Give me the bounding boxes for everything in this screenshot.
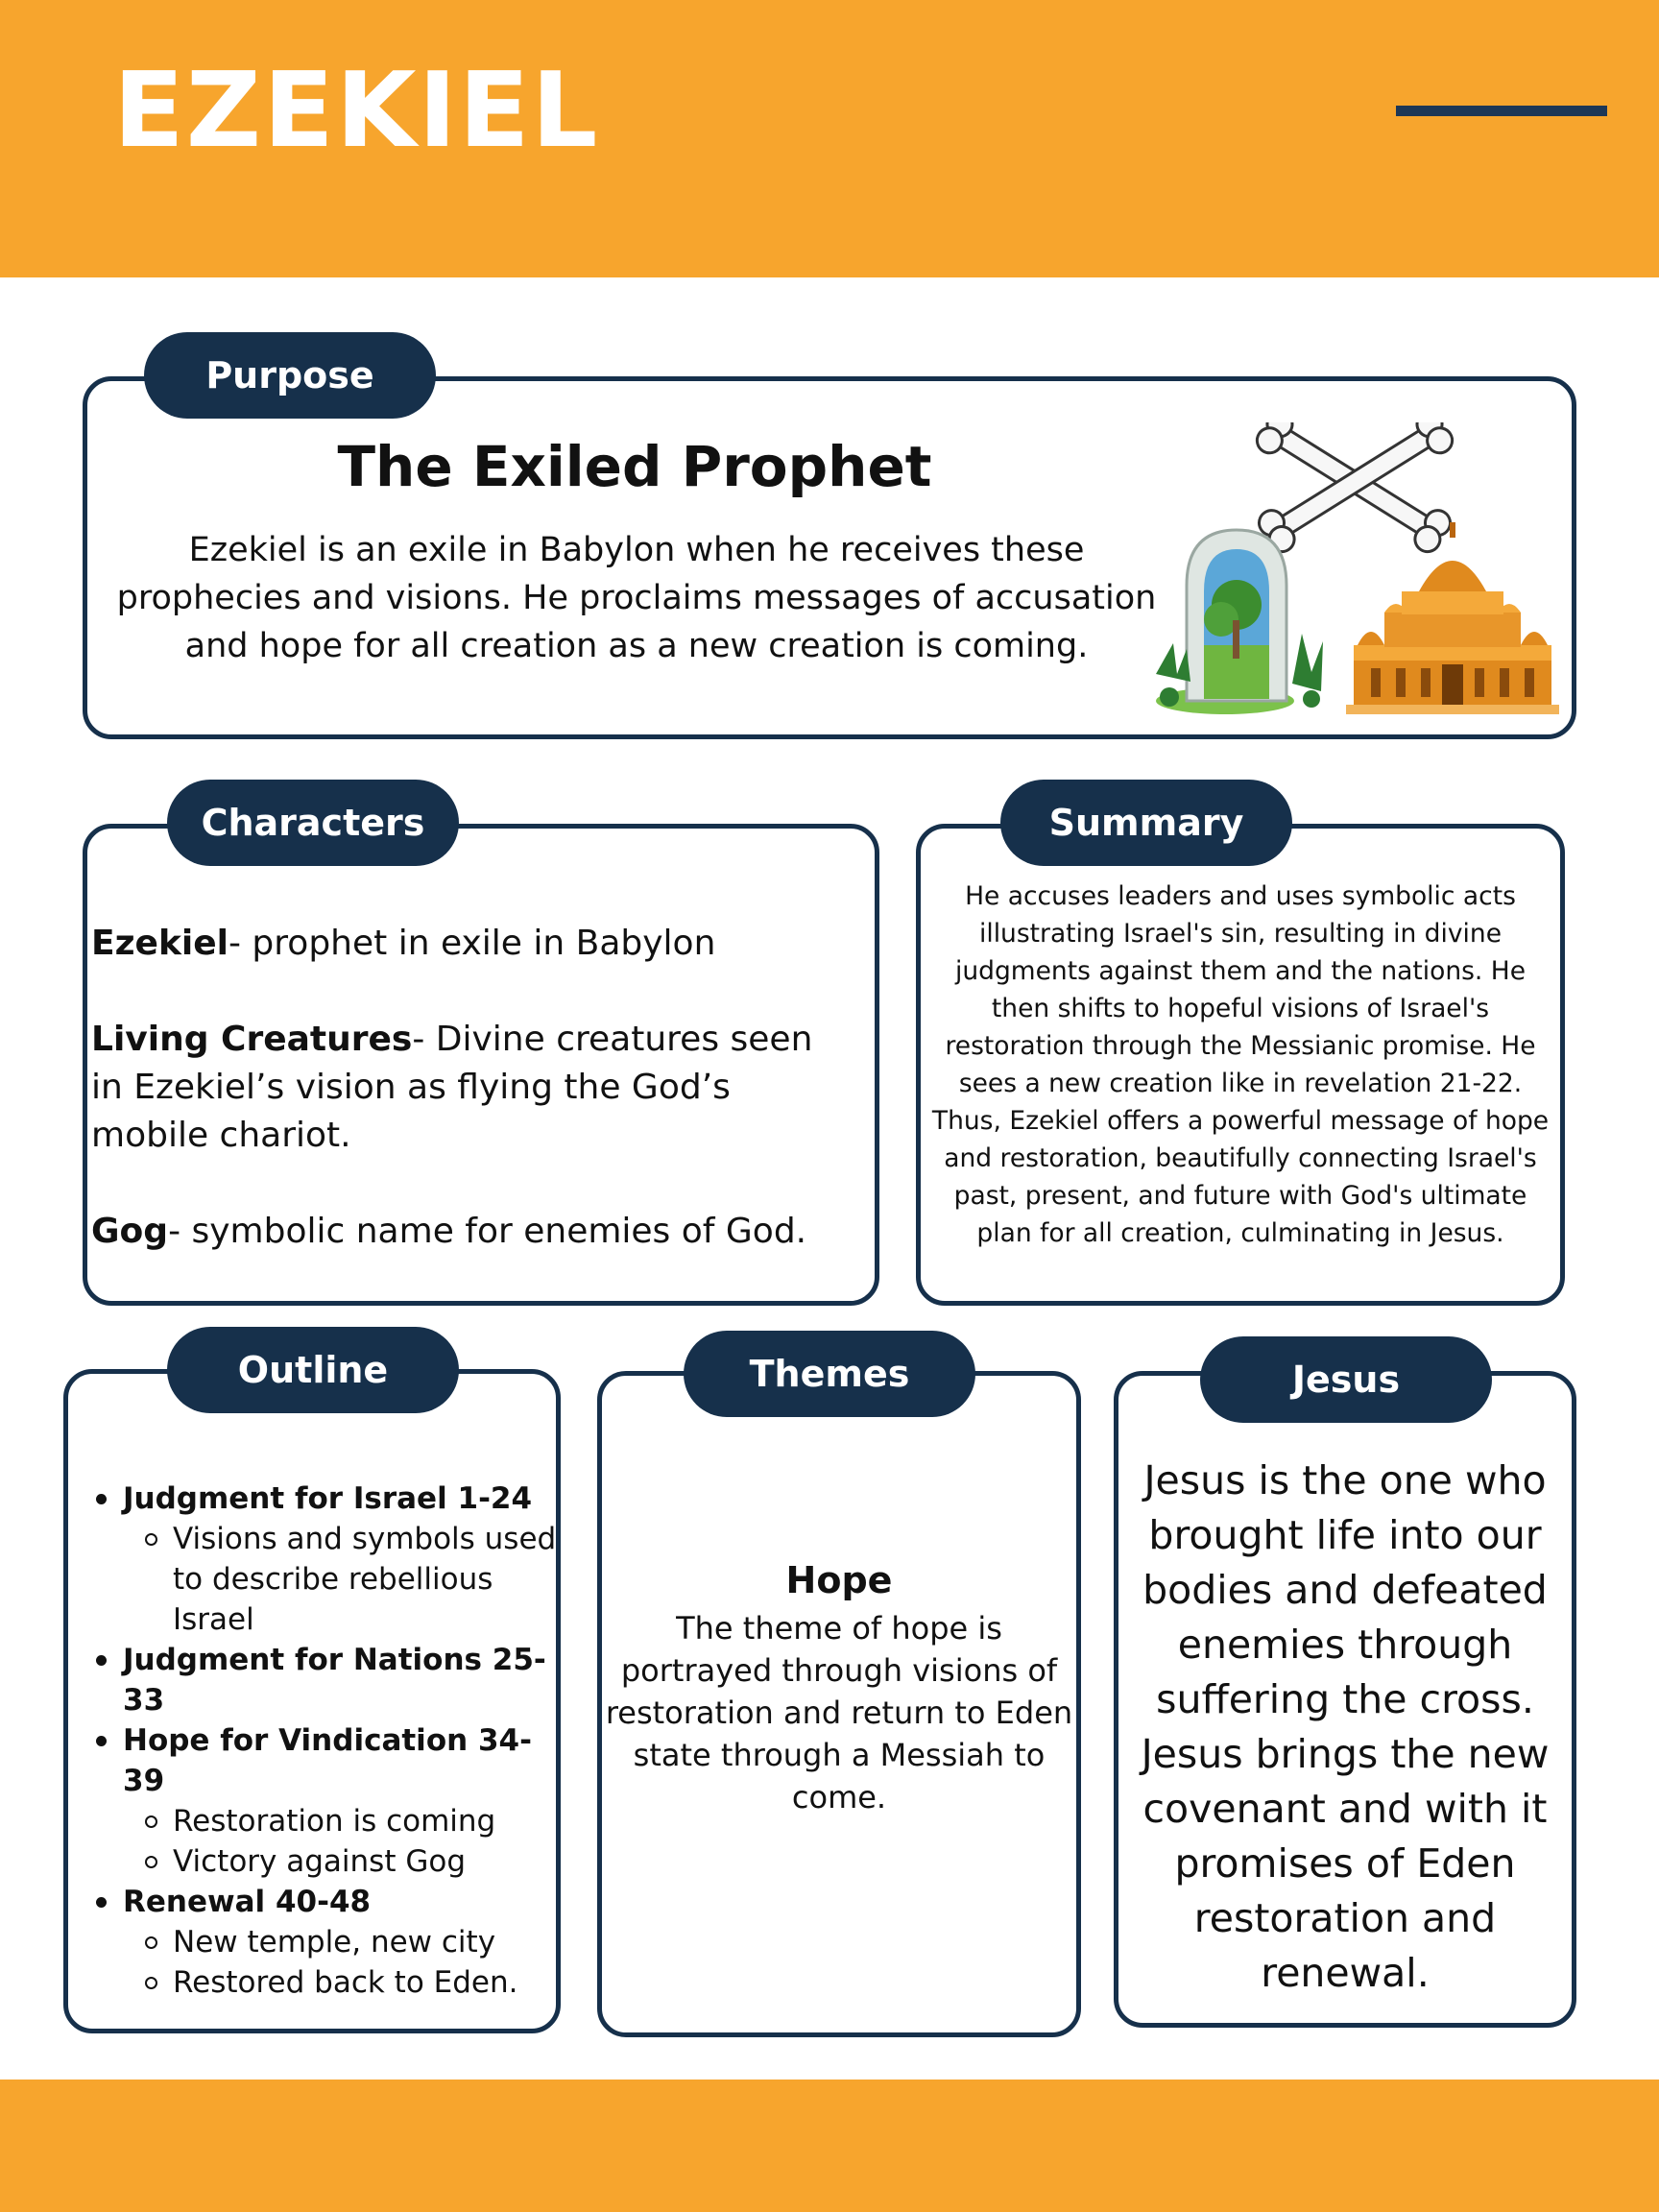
character-entry-gog	[91, 1208, 850, 1256]
outline-point: Visions and symbols used to describe rebellious Israel	[92, 1519, 563, 1640]
character-entry-living-creatures	[91, 1016, 850, 1160]
purpose-illustration	[1148, 422, 1561, 728]
character-description: - prophet in exile in Babylon	[228, 924, 716, 963]
theme-body: The theme of hope is portrayed through visions of restoration and return to Eden state through a Messiah to come.	[605, 1610, 1073, 1815]
summary-body: He accuses leaders and uses symbolic acts illustrating Israel's sin, resulting in divine judgments against them and the nations. He then shifts to hopeful visions of Israel's restoration through the Messianic promise. He sees a new creation like in revelation 21-22. Thus, Ezekiel offers a powerful message of hope and restoration, beautifully connecting Israel's past, present, and future with God's ultimate plan for all creation, culminating in Jesus.	[931, 881, 1550, 1248]
outline-point: Restored back to Eden.	[92, 1962, 563, 2003]
title-accent-rule	[1396, 106, 1607, 116]
character-name: Living Creatures	[91, 1020, 413, 1059]
garden-archway-icon	[1156, 530, 1323, 714]
character-description: - symbolic name for enemies of God.	[168, 1212, 807, 1251]
character-description: - Divine creatures seen in Ezekiel’s vision as flying the God’s mobile chariot.	[91, 1020, 813, 1155]
outline-section: Judgment for Israel 1-24	[92, 1479, 563, 1519]
summary-label: Summary	[1000, 780, 1292, 866]
character-name: Ezekiel	[91, 924, 228, 963]
jesus-label: Jesus	[1200, 1336, 1492, 1423]
footer-band	[0, 2080, 1659, 2212]
outline-section: Judgment for Nations 25-33	[92, 1640, 563, 1720]
character-entry-ezekiel	[91, 920, 850, 968]
outline-point: Restoration is coming	[92, 1801, 563, 1841]
character-name: Gog	[91, 1212, 169, 1251]
purpose-body: Ezekiel is an exile in Babylon when he receives these prophecies and visions. He proclaims messages of accusation and hope for all creation as a new creation is coming.	[116, 531, 1157, 665]
outline-label: Outline	[167, 1327, 459, 1413]
outline-list	[92, 1479, 563, 2003]
outline-point: New temple, new city	[92, 1922, 563, 1962]
book-title: EZEKIEL	[113, 51, 600, 171]
golden-temple-icon	[1346, 522, 1559, 714]
theme-title: Hope	[785, 1559, 893, 1601]
outline-point: Victory against Gog	[92, 1841, 563, 1882]
purpose-label: Purpose	[144, 332, 436, 419]
characters-label: Characters	[167, 780, 459, 866]
crossed-bones-icon	[1252, 422, 1456, 556]
outline-section: Hope for Vindication 34-39	[92, 1720, 563, 1801]
themes-label: Themes	[684, 1331, 975, 1417]
outline-section: Renewal 40-48	[92, 1882, 563, 1922]
purpose-heading: The Exiled Prophet	[337, 434, 932, 499]
jesus-body: Jesus is the one who brought life into our bodies and defeated enemies through suffering the cross. Jesus brings the new covenant and with it promises of Eden restoration and renewal.	[1141, 1457, 1550, 1996]
